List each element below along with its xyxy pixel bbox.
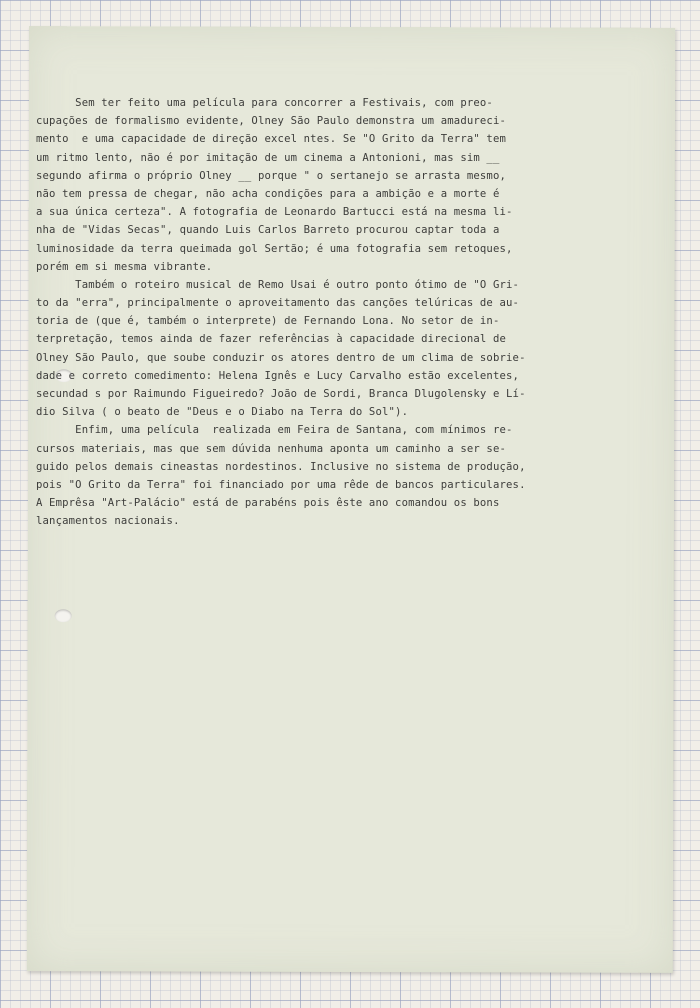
text-line: não tem pressa de chegar, não acha condições para a ambição e a morte é bbox=[36, 187, 500, 200]
text-line: dade e correto comedimento: Helena Ignês e Lucy Carvalho estão excelentes, bbox=[36, 369, 520, 382]
text-line: Sem ter feito uma película para concorrer a Festivais, com preo- bbox=[36, 97, 493, 109]
text-line: dio Silva ( o beato de "Deus e o Diabo na Terra do Sol"). bbox=[36, 406, 409, 419]
text-line: secundad s por Raimundo Figueiredo? João de Sordi, Branca Dlugolensky e Lí- bbox=[36, 388, 526, 400]
text-line: nha de "Vidas Secas", quando Luis Carlos Barreto procurou captar toda a bbox=[36, 224, 500, 237]
text-line: toria de (que é, também o interprete) de Fernando Lona. No setor de in- bbox=[36, 315, 500, 328]
text-line: luminosidade da terra queimada gol Sertão; é uma fotografia sem retoques, bbox=[36, 242, 513, 255]
text-line: guido pelos demais cineastas nordestinos. Inclusive no sistema de produção, bbox=[36, 460, 526, 473]
text-line: segundo afirma o próprio Olney __ porque " o sertanejo se arrasta mesmo, bbox=[36, 169, 507, 182]
text-line: cupações de formalismo evidente, Olney São Paulo demonstra um amadureci- bbox=[36, 115, 507, 128]
text-line: cursos materiais, mas que sem dúvida nenhuma aponta um caminho a ser se- bbox=[36, 442, 507, 455]
text-line: um ritmo lento, não é por imitação de um cinema a Antonioni, mas sim __ bbox=[36, 151, 500, 164]
text-line: porém em si mesma vibrante. bbox=[36, 260, 213, 273]
text-line: Olney São Paulo, que soube conduzir os atores dentro de um clima de sobrie- bbox=[36, 351, 526, 364]
punch-hole-lower bbox=[55, 609, 72, 622]
text-line: A Emprêsa "Art-Palácio" está de parabéns pois êste ano comandou os bons bbox=[36, 497, 500, 510]
text-line: Enfim, uma película realizada em Feira de Santana, com mínimos re- bbox=[36, 424, 513, 437]
text-line: mento e uma capacidade de direção excel ntes. Se "O Grito da Terra" tem bbox=[36, 133, 507, 146]
text-line: pois "O Grito da Terra" foi financiado por uma rêde de bancos particulares. bbox=[36, 478, 526, 491]
text-line: terpretação, temos ainda de fazer referências à capacidade direcional de bbox=[36, 333, 507, 346]
text-line: lançamentos nacionais. bbox=[36, 515, 180, 528]
text-line: Também o roteiro musical de Remo Usai é outro ponto ótimo de "O Gri- bbox=[36, 278, 520, 291]
typed-text-body bbox=[36, 94, 676, 531]
text-line: to da "erra", principalmente o aproveitamento das canções telúricas de au- bbox=[36, 297, 520, 310]
text-line: a sua única certeza". A fotografia de Leonardo Bartucci está na mesma li- bbox=[36, 206, 513, 219]
